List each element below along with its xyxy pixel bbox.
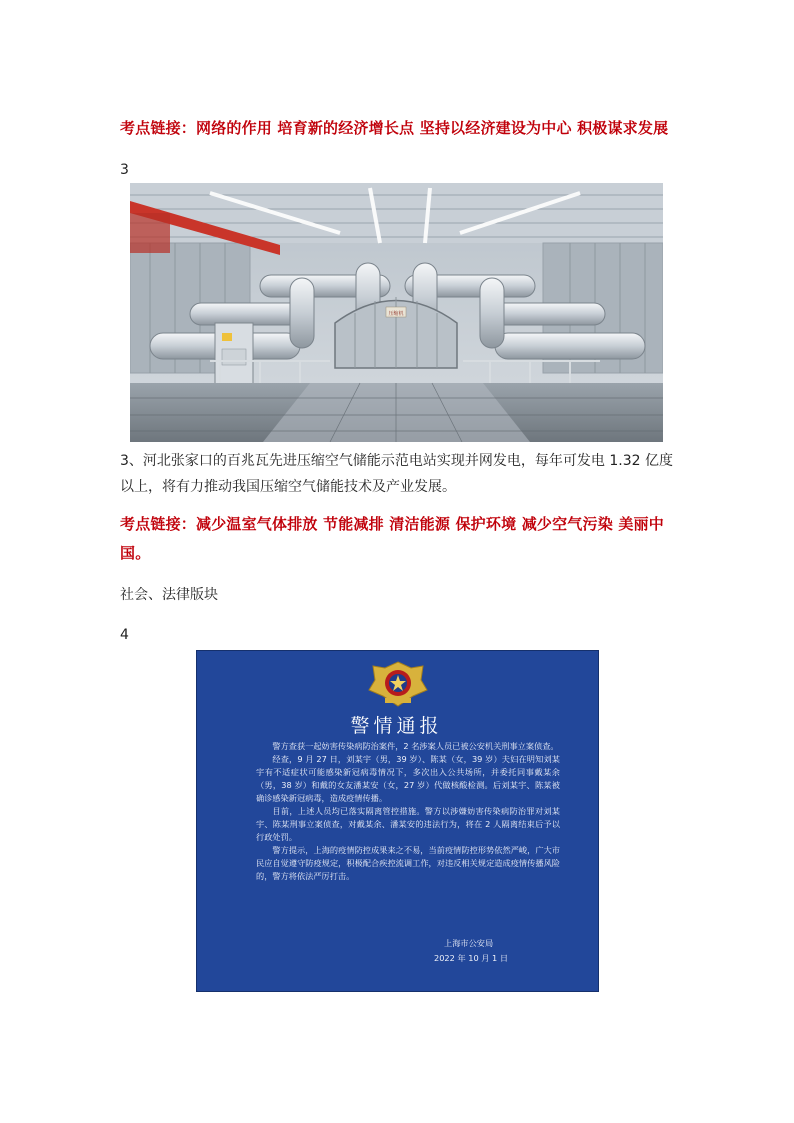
plate-text: 压缩机	[388, 311, 404, 317]
news-item-3: 3、河北张家口的百兆瓦先进压缩空气储能示范电站实现并网发电，每年可发电 1.32 亿度以上，将有力推动我国压缩空气储能技术及产业发展。	[120, 453, 673, 495]
notice-paragraph: 目前，上述人员均已落实隔离管控措施。警方以涉嫌妨害传染病防治罪对刘某宇、陈某刑事立案侦查，对戴某余、潘某安的违法行为，将在 2 人隔离结束后予以行政处罚。	[256, 806, 560, 842]
police-emblem-icon	[365, 660, 431, 708]
kaodian-link-2-line2: 国。	[120, 544, 151, 562]
police-notice-title: 警情通报	[350, 715, 443, 737]
notice-paragraph: 警方提示，上海的疫情防控成果来之不易，当前疫情防控形势依然严峻，广大市民应自觉遵守防疫规定，积极配合疾控流调工作，对违反相关规定造成疫情传播风险的，警方将依法严厉打击。	[256, 845, 560, 881]
notice-paragraph: 警方查获一起妨害传染病防治案件，2 名涉案人员已被公安机关刑事立案侦查。	[272, 741, 559, 751]
kaodian-link-2-line1: 考点链接：减少温室气体排放 节能减排 清洁能源 保护环境 减少空气污染 美丽中	[120, 515, 664, 533]
section-title: 社会、法律版块	[120, 587, 218, 603]
kaodian-link-1: 考点链接：网络的作用 培育新的经济增长点 坚持以经济建设为中心 积极谋求发展	[120, 119, 669, 137]
notice-date: 2022 年 10 月 1 日	[434, 953, 509, 963]
notice-issuer: 上海市公安局	[444, 938, 494, 948]
energy-station-photo	[130, 183, 663, 442]
notice-paragraph: 经查，9 月 27 日，刘某宇（男，39 岁）、陈某（女，39 岁）夫妇在明知刘某宇有不适症状可能感染新冠病毒情况下，多次出入公共场所，并委托同事戴某余（男，38 岁）和戴的女友潘某安（女，27 岁）代做核酸检测。后刘某宇、陈某被确诊感染新冠病毒，造成疫情传播。	[256, 754, 560, 803]
police-notice-body	[256, 740, 560, 883]
item-number-4: 4	[120, 627, 129, 643]
item-number-3: 3	[120, 162, 129, 178]
